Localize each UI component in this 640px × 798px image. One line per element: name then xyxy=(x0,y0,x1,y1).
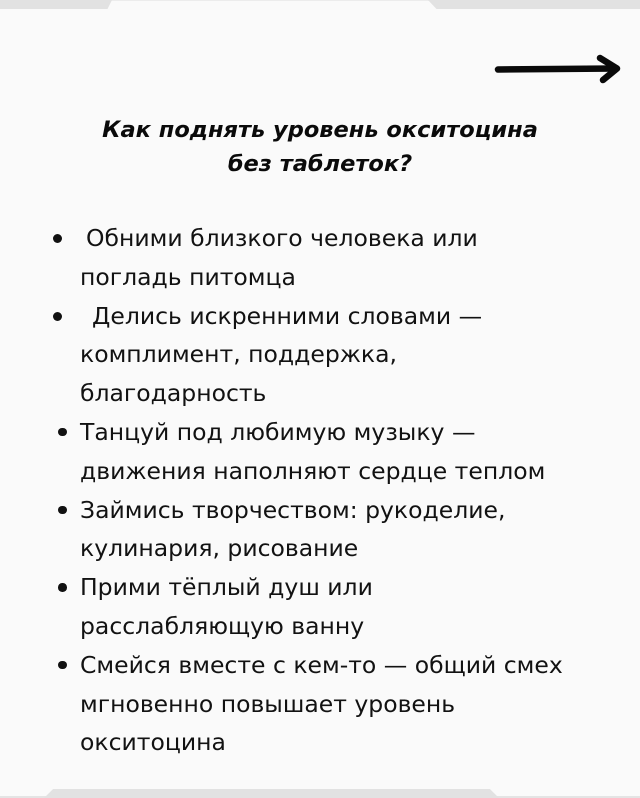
list-item-text: движения наполняют сердце теплом xyxy=(80,456,546,485)
list-item-text: комплимент, поддержка, xyxy=(80,340,397,369)
title-line-1: Как поднять уровень окситоцина xyxy=(102,117,538,143)
list-item-text: Обними близкого человека или xyxy=(86,224,478,252)
page-title xyxy=(0,113,640,181)
list-item xyxy=(0,568,640,646)
list-item-text: погладь питомца xyxy=(80,262,296,291)
bullet-icon xyxy=(58,583,67,592)
bullet-icon xyxy=(58,506,67,515)
list-item-text: Делись искренними словами — xyxy=(92,301,483,330)
bottom-slide-edge xyxy=(44,789,499,798)
list-item-text: благодарность xyxy=(80,379,267,408)
title-line-2: без таблеток? xyxy=(227,151,413,177)
bullet-icon xyxy=(53,312,62,321)
tips-list xyxy=(0,219,640,762)
previous-slide-edge xyxy=(0,0,112,9)
list-item-text: Займись творчеством: рукоделие, xyxy=(80,495,506,524)
bullet-icon xyxy=(53,234,62,243)
list-item-text: окситоцина xyxy=(80,728,226,757)
list-item-text: мгновенно повышает уровень xyxy=(80,689,456,718)
bullet-icon xyxy=(58,428,67,437)
list-item xyxy=(0,219,640,297)
list-item-text: Смейся вместе с кем-то — общий смех xyxy=(80,650,563,679)
list-item xyxy=(0,413,640,491)
list-item xyxy=(0,297,640,413)
arrow-right-icon[interactable] xyxy=(492,54,624,84)
next-slide-edge xyxy=(428,0,640,9)
list-item-text: Танцуй под любимую музыку — xyxy=(80,417,476,446)
list-item xyxy=(0,491,640,569)
list-item xyxy=(0,646,640,762)
list-item-text: расслабляющую ванну xyxy=(80,611,365,640)
list-item-text: кулинария, рисование xyxy=(80,534,359,563)
list-item-text: Прими тёплый душ или xyxy=(80,573,373,602)
bullet-icon xyxy=(58,661,67,670)
